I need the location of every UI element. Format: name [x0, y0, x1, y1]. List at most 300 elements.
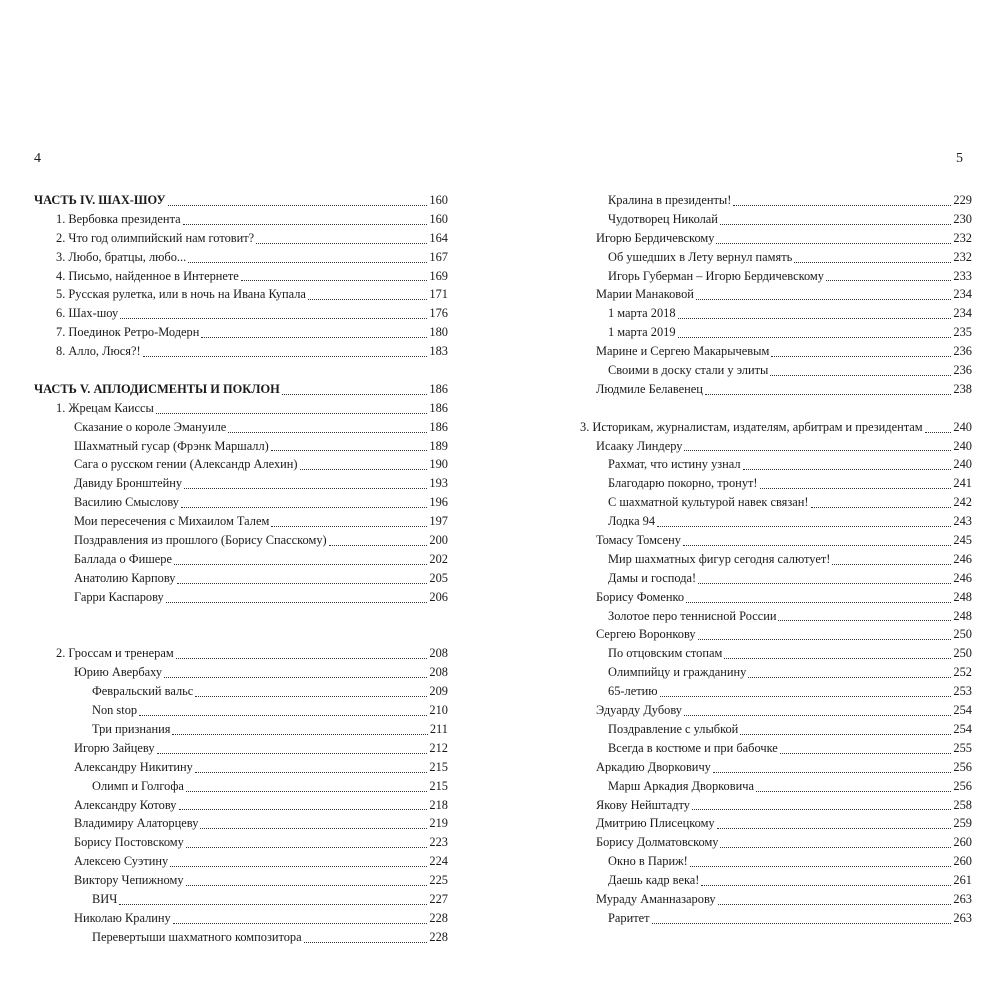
toc-entry-title: Игорю Бердичевскому: [596, 230, 715, 245]
toc-entry-page: 232: [953, 249, 972, 264]
toc-entry-page: 229: [953, 193, 972, 207]
toc-entry-page: 209: [429, 684, 448, 699]
toc-dot-leader: [172, 733, 427, 735]
toc-dot-leader: [181, 506, 427, 508]
toc-entry-title: Своими в доску стали у элиты: [608, 363, 769, 378]
toc-dot-leader: [705, 393, 951, 395]
toc-entry-page: 197: [429, 514, 448, 529]
toc-entry: [34, 758, 448, 777]
toc-entry-page: 180: [429, 325, 448, 340]
toc-entry-page: 171: [429, 287, 448, 302]
toc-dot-leader: [717, 827, 952, 829]
toc-entry-title: 1 марта 2018: [608, 306, 676, 321]
toc-entry-page: 235: [953, 325, 972, 340]
toc-entry: [34, 512, 448, 531]
toc-entry-page: 253: [953, 684, 972, 699]
toc-entry: [580, 361, 972, 380]
toc-entry-title: Баллада о Фишере: [74, 551, 172, 566]
toc-entry-page: 200: [429, 533, 448, 548]
toc-dot-leader: [748, 676, 951, 678]
toc-entry: [34, 304, 448, 323]
toc-entry: [34, 720, 448, 739]
toc-dot-leader: [925, 431, 952, 433]
toc-entry: [580, 739, 972, 758]
toc-entry-title: Сага о русском гении (Александр Алехин): [74, 457, 298, 472]
toc-entry: [34, 267, 448, 286]
toc-dot-leader: [657, 525, 951, 527]
toc-dot-leader: [304, 941, 428, 943]
toc-entry-title: Перевертыши шахматного композитора: [92, 929, 302, 944]
toc-entry-page: 196: [429, 495, 448, 510]
toc-entry-page: 259: [953, 816, 972, 831]
toc-entry: [580, 304, 972, 323]
toc-entry-title: Игорь Губерман – Игорю Бердичевскому: [608, 268, 824, 283]
toc-entry: [580, 210, 972, 229]
toc-entry-title: Давиду Бронштейну: [74, 476, 183, 491]
toc-entry: [34, 663, 448, 682]
toc-entry: [580, 720, 972, 739]
toc-entry: [580, 607, 972, 626]
toc-entry-page: 176: [429, 306, 448, 321]
toc-dot-leader: [300, 468, 428, 470]
toc-entry: [580, 493, 972, 512]
toc-entry-title: ЧАСТЬ IV. ШАХ-ШОУ: [34, 193, 166, 207]
toc-entry-page: 263: [953, 910, 972, 925]
toc-entry-title: С шахматной культурой навек связан!: [608, 495, 809, 510]
toc-entry-title: Людмиле Белавенец: [596, 381, 703, 396]
toc-entry: [34, 418, 448, 437]
toc-entry-page: 186: [429, 419, 448, 434]
toc-dot-leader: [686, 601, 951, 603]
toc-entry: [34, 342, 448, 361]
toc-dot-leader: [139, 714, 427, 716]
toc-entry-title: Якову Нейштадту: [596, 797, 691, 812]
toc-entry: [34, 569, 448, 588]
toc-dot-leader: [718, 903, 952, 905]
toc-entry-title: 2. Что год олимпийский нам готовит?: [56, 230, 255, 245]
table-of-contents-right: [580, 191, 972, 928]
toc-entry-page: 250: [953, 646, 972, 661]
toc-dot-leader: [186, 790, 428, 792]
toc-entry-title: Дамы и господа!: [608, 570, 697, 585]
toc-entry: [580, 550, 972, 569]
toc-entry-title: 2. Гроссам и тренерам: [56, 646, 174, 661]
toc-entry-page: 215: [429, 759, 448, 774]
toc-entry: [580, 323, 972, 342]
toc-dot-leader: [170, 865, 427, 867]
toc-entry-page: 256: [953, 778, 972, 793]
toc-entry-title: Борису Фоменко: [596, 589, 685, 604]
toc-entry: [34, 928, 448, 947]
toc-entry: [580, 701, 972, 720]
toc-entry-title: Благодарю покорно, тронут!: [608, 476, 758, 491]
toc-entry-page: 164: [429, 230, 448, 245]
toc-dot-leader: [678, 317, 952, 319]
toc-dot-leader: [720, 846, 951, 848]
toc-entry-page: 240: [953, 419, 972, 434]
toc-entry-page: 206: [429, 589, 448, 604]
toc-entry-page: 227: [429, 891, 448, 906]
toc-dot-leader: [184, 487, 427, 489]
toc-entry: [580, 569, 972, 588]
toc-dot-leader: [683, 544, 952, 546]
toc-entry-title: Мои пересечения с Михаилом Талем: [74, 514, 270, 529]
toc-entry: [580, 285, 972, 304]
toc-entry-title: Non stop: [92, 703, 138, 718]
toc-entry: [580, 796, 972, 815]
toc-dot-leader: [119, 903, 427, 905]
toc-entry-page: 219: [429, 816, 448, 831]
toc-entry-title: 4. Письмо, найденное в Интернете: [56, 268, 239, 283]
toc-entry-title: 1. Жрецам Каиссы: [56, 400, 154, 415]
toc-dot-leader: [698, 582, 951, 584]
toc-entry-title: Окно в Париж!: [608, 854, 688, 869]
toc-entry: [580, 814, 972, 833]
toc-dot-leader: [120, 317, 427, 319]
toc-entry-title: Томасу Томсену: [596, 533, 681, 548]
toc-dot-leader: [684, 449, 951, 451]
toc-entry-page: 186: [429, 381, 448, 396]
table-of-contents-left: [34, 191, 448, 947]
toc-spacer: [34, 625, 448, 644]
toc-dot-leader: [692, 808, 951, 810]
toc-entry-title: Игорю Зайцеву: [74, 740, 155, 755]
toc-entry: [34, 833, 448, 852]
toc-entry-page: 234: [953, 306, 972, 321]
toc-entry-page: 240: [953, 457, 972, 472]
toc-entry-page: 234: [953, 287, 972, 302]
toc-dot-leader: [143, 355, 428, 357]
toc-entry: [34, 229, 448, 248]
toc-entry-page: 202: [429, 551, 448, 566]
toc-entry-title: 65-летию: [608, 684, 658, 699]
toc-entry-page: 241: [953, 476, 972, 491]
toc-entry-title: Поздравления из прошлого (Борису Спасскому): [74, 533, 327, 548]
toc-dot-leader: [760, 487, 952, 489]
toc-entry-page: 210: [429, 703, 448, 718]
toc-dot-leader: [200, 827, 427, 829]
toc-entry-page: 242: [953, 495, 972, 510]
toc-entry-page: 245: [953, 533, 972, 548]
toc-entry-page: 232: [953, 230, 972, 245]
toc-entry-title: Марине и Сергею Макарычевым: [596, 344, 770, 359]
toc-dot-leader: [756, 790, 951, 792]
toc-dot-leader: [256, 242, 427, 244]
toc-entry-page: 230: [953, 211, 972, 226]
toc-dot-leader: [733, 204, 951, 206]
toc-entry-page: 224: [429, 854, 448, 869]
toc-entry: [34, 285, 448, 304]
toc-entry: [580, 248, 972, 267]
toc-entry-page: 190: [429, 457, 448, 472]
toc-entry: [580, 474, 972, 493]
toc-entry: [580, 644, 972, 663]
toc-entry-title: Аркадию Дворковичу: [596, 759, 711, 774]
toc-entry-title: Раритет: [608, 910, 650, 925]
toc-dot-leader: [177, 582, 427, 584]
toc-dot-leader: [770, 374, 951, 376]
toc-entry: [34, 531, 448, 550]
toc-dot-leader: [724, 657, 951, 659]
toc-entry: [580, 663, 972, 682]
toc-entry-page: 254: [953, 703, 972, 718]
toc-dot-leader: [696, 298, 952, 300]
toc-dot-leader: [698, 638, 952, 640]
toc-entry-title: Лодка 94: [608, 514, 656, 529]
toc-part-heading: [34, 380, 448, 399]
toc-entry: [34, 890, 448, 909]
toc-entry-title: Чудотворец Николай: [608, 211, 718, 226]
toc-entry-title: Василию Смыслову: [74, 495, 179, 510]
toc-entry-page: 258: [953, 797, 972, 812]
toc-entry-title: Сказание о короле Эмануиле: [74, 419, 227, 434]
toc-entry: [34, 474, 448, 493]
toc-dot-leader: [186, 884, 428, 886]
toc-spacer: [34, 607, 448, 626]
toc-entry: [580, 267, 972, 286]
toc-dot-leader: [174, 563, 427, 565]
toc-entry-title: 7. Поединок Ретро-Модерн: [56, 325, 200, 340]
toc-dot-leader: [271, 525, 427, 527]
toc-entry-title: ЧАСТЬ V. АПЛОДИСМЕНТЫ И ПОКЛОН: [34, 381, 280, 396]
toc-part-heading: [34, 191, 448, 210]
toc-entry: [34, 493, 448, 512]
toc-entry: [580, 380, 972, 399]
toc-entry-page: 255: [953, 740, 972, 755]
toc-entry: [580, 342, 972, 361]
toc-entry-title: Мир шахматных фигур сегодня салютует!: [608, 551, 831, 566]
toc-entry-title: Гарри Каспарову: [74, 589, 164, 604]
toc-entry-title: 1. Вербовка президента: [56, 211, 181, 226]
toc-entry: [34, 248, 448, 267]
toc-entry-page: 252: [953, 665, 972, 680]
toc-entry-page: 189: [429, 438, 448, 453]
toc-entry: [580, 758, 972, 777]
toc-spacer: [580, 399, 972, 418]
toc-entry: [34, 323, 448, 342]
toc-entry-page: 254: [953, 721, 972, 736]
toc-entry-title: 3. Историкам, журналистам, издателям, арбитрам и президентам: [580, 419, 923, 434]
toc-entry-page: 246: [953, 551, 972, 566]
toc-entry: [580, 455, 972, 474]
toc-dot-leader: [778, 619, 951, 621]
toc-dot-leader: [241, 279, 428, 281]
toc-entry: [580, 852, 972, 871]
toc-dot-leader: [794, 261, 951, 263]
toc-entry: [34, 796, 448, 815]
toc-dot-leader: [176, 657, 428, 659]
toc-dot-leader: [740, 733, 951, 735]
toc-entry-title: Рахмат, что истину узнал: [608, 457, 741, 472]
toc-entry-title: Исааку Линдеру: [596, 438, 683, 453]
toc-entry-title: Золотое перо теннисной России: [608, 608, 777, 623]
toc-entry-page: 256: [953, 759, 972, 774]
toc-entry: [34, 739, 448, 758]
toc-entry: [580, 871, 972, 890]
toc-entry: [34, 550, 448, 569]
toc-entry-title: Три признания: [92, 721, 171, 736]
toc-entry-title: Поздравление с улыбкой: [608, 721, 739, 736]
toc-entry-title: Александру Никитину: [74, 759, 193, 774]
toc-entry: [580, 682, 972, 701]
toc-entry-title: Владимиру Алаторцеву: [74, 816, 199, 831]
toc-dot-leader: [678, 336, 952, 338]
toc-dot-leader: [271, 449, 428, 451]
toc-dot-leader: [188, 261, 427, 263]
toc-entry-title: Александру Котову: [74, 797, 177, 812]
toc-entry: [580, 418, 972, 437]
toc-entry-page: 261: [953, 873, 972, 888]
toc-entry-page: 243: [953, 514, 972, 529]
toc-entry-title: 1 марта 2019: [608, 325, 676, 340]
page-number-left: 4: [34, 151, 41, 166]
toc-entry: [34, 814, 448, 833]
toc-spacer: [34, 361, 448, 380]
toc-entry-title: Анатолию Карпову: [74, 570, 176, 585]
toc-dot-leader: [660, 695, 952, 697]
toc-entry-title: Олимпийцу и гражданину: [608, 665, 747, 680]
toc-entry-title: ВИЧ: [92, 891, 118, 906]
toc-dot-leader: [743, 468, 952, 470]
toc-dot-leader: [701, 884, 951, 886]
toc-entry-page: 248: [953, 608, 972, 623]
toc-entry: [580, 833, 972, 852]
toc-entry-title: Виктору Чепижному: [74, 873, 184, 888]
toc-entry: [580, 588, 972, 607]
toc-entry-title: Марии Манаковой: [596, 287, 694, 302]
toc-entry: [580, 909, 972, 928]
toc-entry-title: 3. Любо, братцы, любо...: [56, 249, 187, 264]
toc-entry-title: Шахматный гусар (Фрэнк Маршалл): [74, 438, 269, 453]
toc-dot-leader: [780, 752, 952, 754]
toc-dot-leader: [684, 714, 951, 716]
toc-entry-title: По отцовским стопам: [608, 646, 723, 661]
toc-entry-page: 211: [429, 721, 448, 736]
toc-entry-title: Алексею Суэтину: [74, 854, 169, 869]
toc-entry-title: Кралина в президенты!: [608, 193, 732, 207]
toc-entry-title: Об ушедших в Лету вернул память: [608, 249, 793, 264]
toc-entry: [580, 625, 972, 644]
toc-entry-title: Февральский вальс: [92, 684, 194, 699]
toc-dot-leader: [716, 242, 951, 244]
toc-entry-page: 218: [429, 797, 448, 812]
toc-dot-leader: [166, 601, 428, 603]
toc-entry-page: 238: [953, 381, 972, 396]
toc-entry: [580, 191, 972, 210]
toc-entry-page: 246: [953, 570, 972, 585]
toc-entry-page: 233: [953, 268, 972, 283]
toc-entry-page: 240: [953, 438, 972, 453]
toc-entry-title: Николаю Кралину: [74, 910, 171, 925]
toc-entry-page: 160: [429, 211, 448, 226]
toc-dot-leader: [832, 563, 951, 565]
toc-dot-leader: [771, 355, 951, 357]
toc-entry: [34, 871, 448, 890]
toc-entry-page: 160: [429, 193, 448, 207]
toc-entry-title: Всегда в костюме и при бабочке: [608, 740, 778, 755]
toc-entry-page: 248: [953, 589, 972, 604]
toc-entry-page: 167: [429, 249, 448, 264]
toc-entry-title: Борису Постовскому: [74, 835, 184, 850]
toc-dot-leader: [652, 922, 952, 924]
toc-entry-page: 260: [953, 835, 972, 850]
toc-dot-leader: [201, 336, 427, 338]
toc-entry: [580, 437, 972, 456]
toc-entry-title: 5. Русская рулетка, или в ночь на Ивана Купала: [56, 287, 306, 302]
toc-entry-page: 223: [429, 835, 448, 850]
toc-entry-page: 225: [429, 873, 448, 888]
toc-entry-page: 250: [953, 627, 972, 642]
toc-entry-page: 183: [429, 344, 448, 359]
toc-entry-page: 169: [429, 268, 448, 283]
toc-entry-page: 212: [429, 740, 448, 755]
toc-entry: [580, 890, 972, 909]
toc-entry-page: 228: [429, 910, 448, 925]
toc-entry-page: 215: [429, 778, 448, 793]
toc-dot-leader: [195, 695, 427, 697]
toc-entry: [34, 588, 448, 607]
toc-dot-leader: [329, 544, 428, 546]
toc-entry-page: 260: [953, 854, 972, 869]
toc-dot-leader: [720, 223, 951, 225]
toc-entry: [34, 399, 448, 418]
toc-entry: [34, 701, 448, 720]
toc-dot-leader: [713, 771, 952, 773]
toc-entry: [580, 531, 972, 550]
toc-entry-title: 8. Алло, Люся?!: [56, 344, 141, 359]
toc-entry: [34, 909, 448, 928]
toc-entry-page: 263: [953, 891, 972, 906]
toc-dot-leader: [183, 223, 428, 225]
page-number-right: 5: [956, 151, 963, 166]
toc-dot-leader: [690, 865, 952, 867]
toc-entry-title: Борису Долматовскому: [596, 835, 719, 850]
toc-dot-leader: [195, 771, 428, 773]
toc-entry-page: 205: [429, 570, 448, 585]
toc-entry: [580, 512, 972, 531]
toc-entry-title: Эдуарду Дубову: [596, 703, 682, 718]
toc-entry: [34, 852, 448, 871]
toc-dot-leader: [282, 393, 428, 395]
toc-dot-leader: [168, 204, 428, 206]
toc-dot-leader: [156, 412, 428, 414]
toc-entry: [34, 437, 448, 456]
toc-entry-title: Даешь кадр века!: [608, 873, 700, 888]
toc-entry: [34, 644, 448, 663]
toc-entry: [34, 777, 448, 796]
toc-dot-leader: [186, 846, 428, 848]
toc-dot-leader: [157, 752, 428, 754]
toc-dot-leader: [826, 279, 951, 281]
toc-entry-page: 186: [429, 400, 448, 415]
toc-dot-leader: [173, 922, 428, 924]
toc-entry-page: 208: [429, 665, 448, 680]
toc-dot-leader: [179, 808, 428, 810]
toc-entry: [34, 455, 448, 474]
toc-entry: [580, 229, 972, 248]
toc-entry-title: Сергею Воронкову: [596, 627, 696, 642]
toc-entry: [34, 682, 448, 701]
toc-entry-title: Юрию Авербаху: [74, 665, 163, 680]
toc-entry-page: 193: [429, 476, 448, 491]
toc-dot-leader: [164, 676, 427, 678]
toc-entry-title: Мураду Аманназарову: [596, 891, 716, 906]
toc-entry-title: Дмитрию Плисецкому: [596, 816, 715, 831]
toc-dot-leader: [228, 431, 427, 433]
toc-dot-leader: [811, 506, 952, 508]
toc-entry-title: 6. Шах-шоу: [56, 306, 119, 321]
toc-entry: [34, 210, 448, 229]
